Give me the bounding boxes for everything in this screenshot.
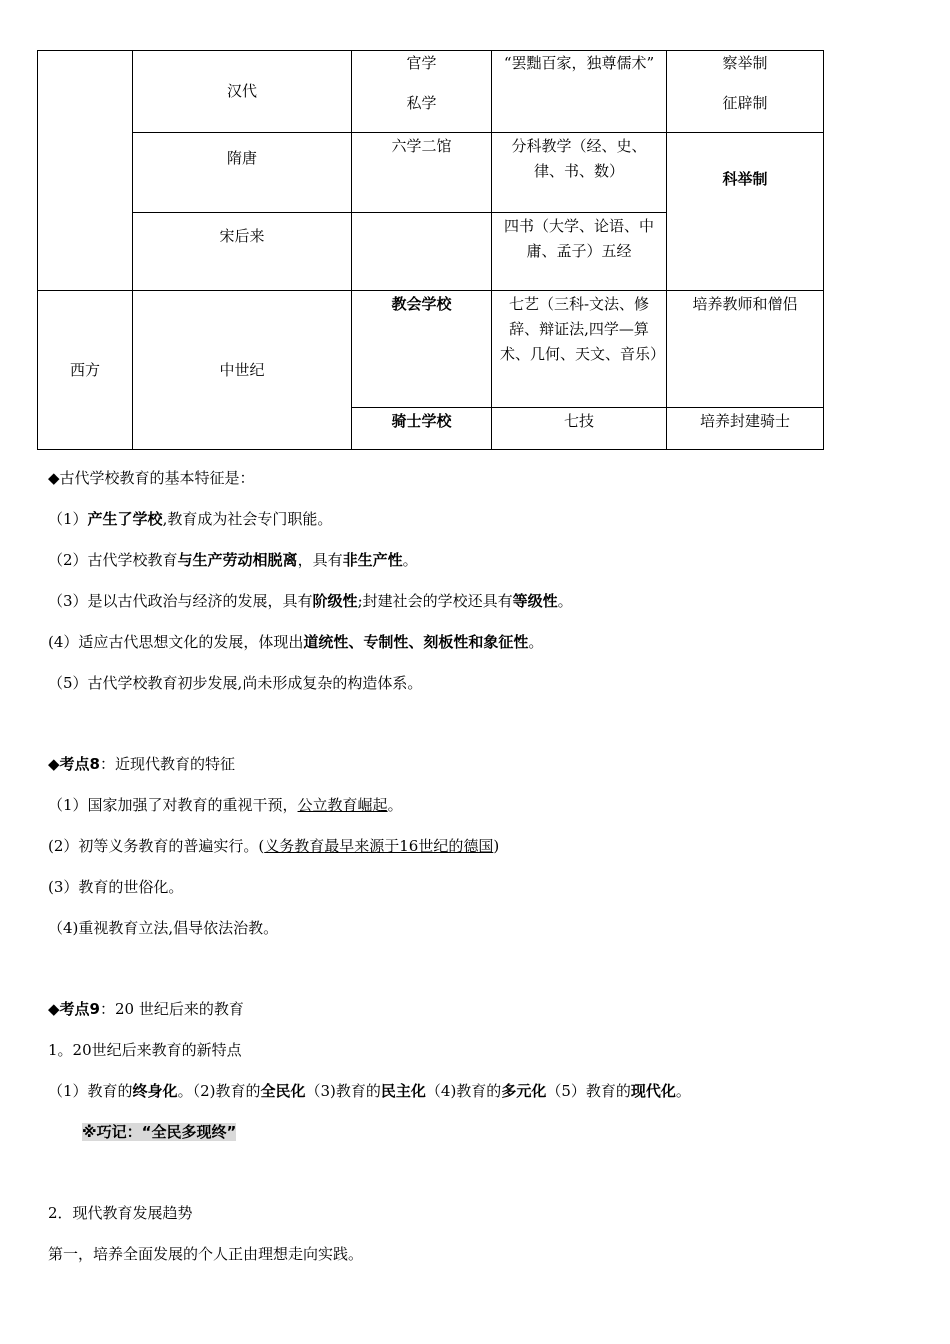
text: 。 bbox=[387, 796, 403, 814]
emphasis: 终身化 bbox=[132, 1082, 178, 1100]
text: （4)教育的 bbox=[425, 1082, 502, 1100]
selection-cell: 培养教师和僧侣 bbox=[667, 291, 824, 408]
ancient-point-5: （5）古代学校教育初步发展,尚未形成复杂的构造体系。 bbox=[48, 674, 423, 692]
underlined-text: 义务教育最早来源于16世纪的德国 bbox=[264, 837, 494, 855]
text: 。 bbox=[675, 1082, 691, 1100]
modern-point-4: （4)重视教育立法,倡导依法治教。 bbox=[48, 919, 279, 937]
table-row bbox=[38, 133, 824, 213]
emphasis: 多元化 bbox=[501, 1082, 547, 1100]
ancient-point-3 bbox=[48, 591, 573, 611]
section-label: ◆考点8 bbox=[48, 755, 100, 773]
section-title-ancient: ◆古代学校教育的基本特征是： bbox=[48, 469, 255, 487]
content-cell: 分科教学（经、史、律、书、数） bbox=[492, 133, 667, 213]
text: 。 bbox=[402, 551, 418, 569]
emphasis: 道统性、专制性、刻板性和象征性 bbox=[303, 633, 529, 651]
text: ) bbox=[493, 837, 500, 855]
text: （5）教育的 bbox=[546, 1082, 631, 1100]
mnemonic bbox=[82, 1122, 236, 1142]
school-type-cell-empty bbox=[352, 213, 492, 291]
text: ,教育成为社会专门职能。 bbox=[162, 510, 333, 528]
period-cell: 中世纪 bbox=[133, 291, 352, 450]
emphasis: 现代化 bbox=[630, 1082, 676, 1100]
emphasis: 与生产劳动相脱离 bbox=[177, 551, 298, 569]
education-history-table bbox=[37, 50, 824, 450]
highlighted-mnemonic: ※巧记：“全民多现终” bbox=[82, 1123, 237, 1141]
school-type-cell: 六学二馆 bbox=[352, 133, 492, 213]
table-row bbox=[38, 291, 824, 408]
section-title-9 bbox=[48, 999, 244, 1019]
emphasis: 全民化 bbox=[260, 1082, 306, 1100]
text: （1）国家加强了对教育的重视干预， bbox=[48, 796, 298, 814]
selection-cell bbox=[667, 51, 824, 133]
text: 。（2)教育的 bbox=[177, 1082, 261, 1100]
text: (4）适应古代思想文化的发展，体现出 bbox=[48, 633, 304, 651]
modern-point-2 bbox=[48, 836, 499, 856]
region-cell-china bbox=[38, 51, 133, 291]
period-cell: 汉代 bbox=[133, 51, 352, 133]
trend-1: 第一，培养全面发展的个人正由理想走向实践。 bbox=[48, 1245, 364, 1263]
text: ，具有 bbox=[297, 551, 343, 569]
modern-point-3: (3）教育的世俗化。 bbox=[48, 878, 184, 896]
content-cell: 七艺（三科-文法、修辞、辩证法,四学—算术、几何、天文、音乐） bbox=[492, 291, 667, 408]
text: （3）是以古代政治与经济的发展，具有 bbox=[48, 592, 313, 610]
selection-method: 察举制 bbox=[722, 54, 768, 72]
section-heading: ：20 世纪后来的教育 bbox=[99, 1000, 244, 1018]
school-type-cell: 教会学校 bbox=[352, 291, 492, 408]
text: 。 bbox=[528, 633, 544, 651]
text: （1） bbox=[48, 510, 88, 528]
subheading-trends: 2．现代教育发展趋势 bbox=[48, 1204, 193, 1222]
emphasis: 产生了学校 bbox=[87, 510, 163, 528]
region-cell-west: 西方 bbox=[38, 291, 133, 450]
table-row bbox=[38, 51, 824, 133]
text: ;封建社会的学校还具有 bbox=[357, 592, 513, 610]
school-type-cell: 骑士学校 bbox=[352, 408, 492, 450]
content-cell: 七技 bbox=[492, 408, 667, 450]
ancient-point-4 bbox=[48, 632, 543, 652]
content-cell: “罢黜百家，独尊儒术” bbox=[492, 51, 667, 133]
text: 。 bbox=[557, 592, 573, 610]
text: （1）教育的 bbox=[48, 1082, 133, 1100]
features-line bbox=[48, 1081, 691, 1101]
underlined-text: 公立教育崛起 bbox=[297, 796, 388, 814]
emphasis: 民主化 bbox=[380, 1082, 426, 1100]
period-cell: 宋后来 bbox=[133, 213, 352, 291]
section-label: ◆考点9 bbox=[48, 1000, 100, 1018]
text: （2）古代学校教育 bbox=[48, 551, 178, 569]
selection-cell: 培养封建骑士 bbox=[667, 408, 824, 450]
subheading-new-features: 1。20世纪后来教育的新特点 bbox=[48, 1041, 242, 1059]
ancient-point-1 bbox=[48, 509, 332, 529]
selection-cell-keju: 科举制 bbox=[667, 133, 824, 291]
content-cell: 四书（大学、论语、中庸、孟子）五经 bbox=[492, 213, 667, 291]
emphasis: 非生产性 bbox=[342, 551, 403, 569]
emphasis: 等级性 bbox=[512, 592, 558, 610]
text: （3)教育的 bbox=[305, 1082, 381, 1100]
text: (2）初等义务教育的普遍实行。( bbox=[48, 837, 265, 855]
selection-method: 征辟制 bbox=[722, 94, 768, 112]
school-type-cell bbox=[352, 51, 492, 133]
school-type: 官学 bbox=[406, 54, 437, 72]
school-type: 私学 bbox=[406, 94, 437, 112]
emphasis: 阶级性 bbox=[312, 592, 358, 610]
period-cell: 隋唐 bbox=[133, 133, 352, 213]
ancient-point-2 bbox=[48, 550, 418, 570]
modern-point-1 bbox=[48, 795, 403, 815]
section-title-8 bbox=[48, 754, 235, 774]
section-heading: ：近现代教育的特征 bbox=[99, 755, 235, 773]
